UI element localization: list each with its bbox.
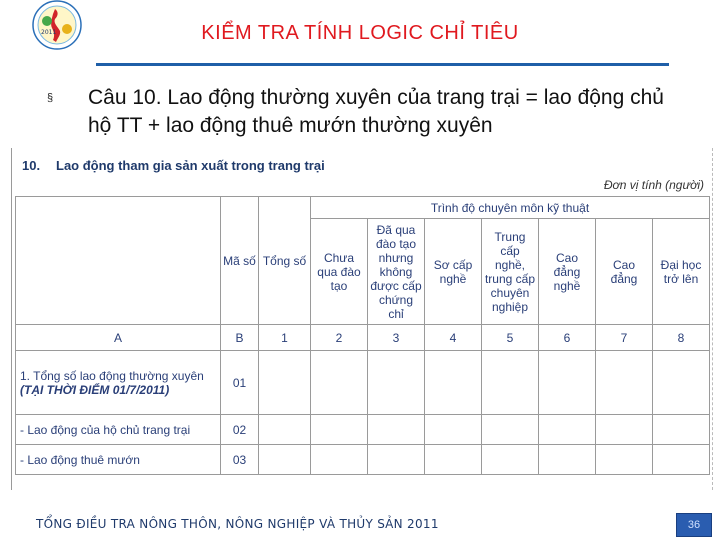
table-row — [16, 351, 710, 415]
index-cell: A — [16, 325, 221, 351]
col-chua-qua-dao-tao: Chưa qua đào tạo — [311, 219, 368, 325]
value-cell — [596, 415, 653, 445]
index-cell: 3 — [368, 325, 425, 351]
row-label: - Lao động thuê mướn — [16, 445, 221, 475]
value-cell — [311, 351, 368, 415]
bullet-icon: § — [47, 92, 54, 104]
row-label: - Lao động của hộ chủ trang trại — [16, 415, 221, 445]
value-cell — [425, 445, 482, 475]
row-label — [16, 351, 221, 415]
col-trung-cap: Trung cấp nghề, trung cấp chuyên nghiệp — [482, 219, 539, 325]
value-cell — [425, 415, 482, 445]
logic-rule-text: Câu 10. Lao động thường xuyên của trang trại = lao động chủ hộ TT + lao động thuê mướn thường xuyên — [88, 86, 664, 137]
value-cell — [596, 351, 653, 415]
index-cell: 5 — [482, 325, 539, 351]
col-so-cap: Sơ cấp nghề — [425, 219, 482, 325]
col-tong-so: Tổng số — [259, 197, 311, 325]
labor-table — [15, 196, 710, 475]
value-cell — [368, 415, 425, 445]
slide-title: KIỂM TRA TÍNH LOGIC CHỈ TIÊU — [201, 22, 519, 44]
unit-label: Đơn vị tính (người) — [603, 178, 704, 192]
value-cell — [653, 351, 710, 415]
value-cell — [653, 445, 710, 475]
index-cell: 7 — [596, 325, 653, 351]
page-number-badge: 36 — [676, 513, 712, 537]
table-row — [16, 415, 710, 445]
value-cell — [482, 415, 539, 445]
col-cao-dang-nghe: Cao đẳng nghề — [539, 219, 596, 325]
index-cell: 1 — [259, 325, 311, 351]
value-cell — [482, 445, 539, 475]
value-cell — [259, 445, 311, 475]
header-blank — [16, 197, 221, 325]
svg-text:2011: 2011 — [41, 29, 57, 36]
row-code: 01 — [221, 351, 259, 415]
col-khong-chung-chi: Đã qua đào tạo nhưng không được cấp chứng chỉ — [368, 219, 425, 325]
row-label-emphasis: (TẠI THỜI ĐIỂM 01/7/2011) — [20, 382, 170, 397]
index-cell: 4 — [425, 325, 482, 351]
value-cell — [259, 415, 311, 445]
index-cell: 2 — [311, 325, 368, 351]
col-group-qualification: Trình độ chuyên môn kỹ thuật — [311, 197, 710, 219]
value-cell — [311, 415, 368, 445]
index-cell: 6 — [539, 325, 596, 351]
table-row — [16, 445, 710, 475]
col-ma-so: Mã số — [221, 197, 259, 325]
value-cell — [259, 351, 311, 415]
value-cell — [311, 445, 368, 475]
col-dai-hoc: Đại học trở lên — [653, 219, 710, 325]
value-cell — [425, 351, 482, 415]
value-cell — [539, 415, 596, 445]
value-cell — [539, 351, 596, 415]
row-code: 02 — [221, 415, 259, 445]
value-cell — [368, 351, 425, 415]
value-cell — [368, 445, 425, 475]
value-cell — [482, 351, 539, 415]
question-title: Lao động tham gia sản xuất trong trang trại — [56, 158, 325, 173]
footer-text: TỔNG ĐIỀU TRA NÔNG THÔN, NÔNG NGHIỆP VÀ THỦY SẢN 2011 — [36, 517, 439, 531]
index-cell: 8 — [653, 325, 710, 351]
value-cell — [653, 415, 710, 445]
title-divider — [96, 63, 669, 66]
value-cell — [539, 445, 596, 475]
index-cell: B — [221, 325, 259, 351]
row-label-text: 1. Tổng số lao động thường xuyên — [20, 368, 204, 383]
col-cao-dang: Cao đẳng — [596, 219, 653, 325]
row-code: 03 — [221, 445, 259, 475]
question-number: 10. — [22, 158, 41, 173]
questionnaire-excerpt — [11, 148, 713, 490]
value-cell — [596, 445, 653, 475]
